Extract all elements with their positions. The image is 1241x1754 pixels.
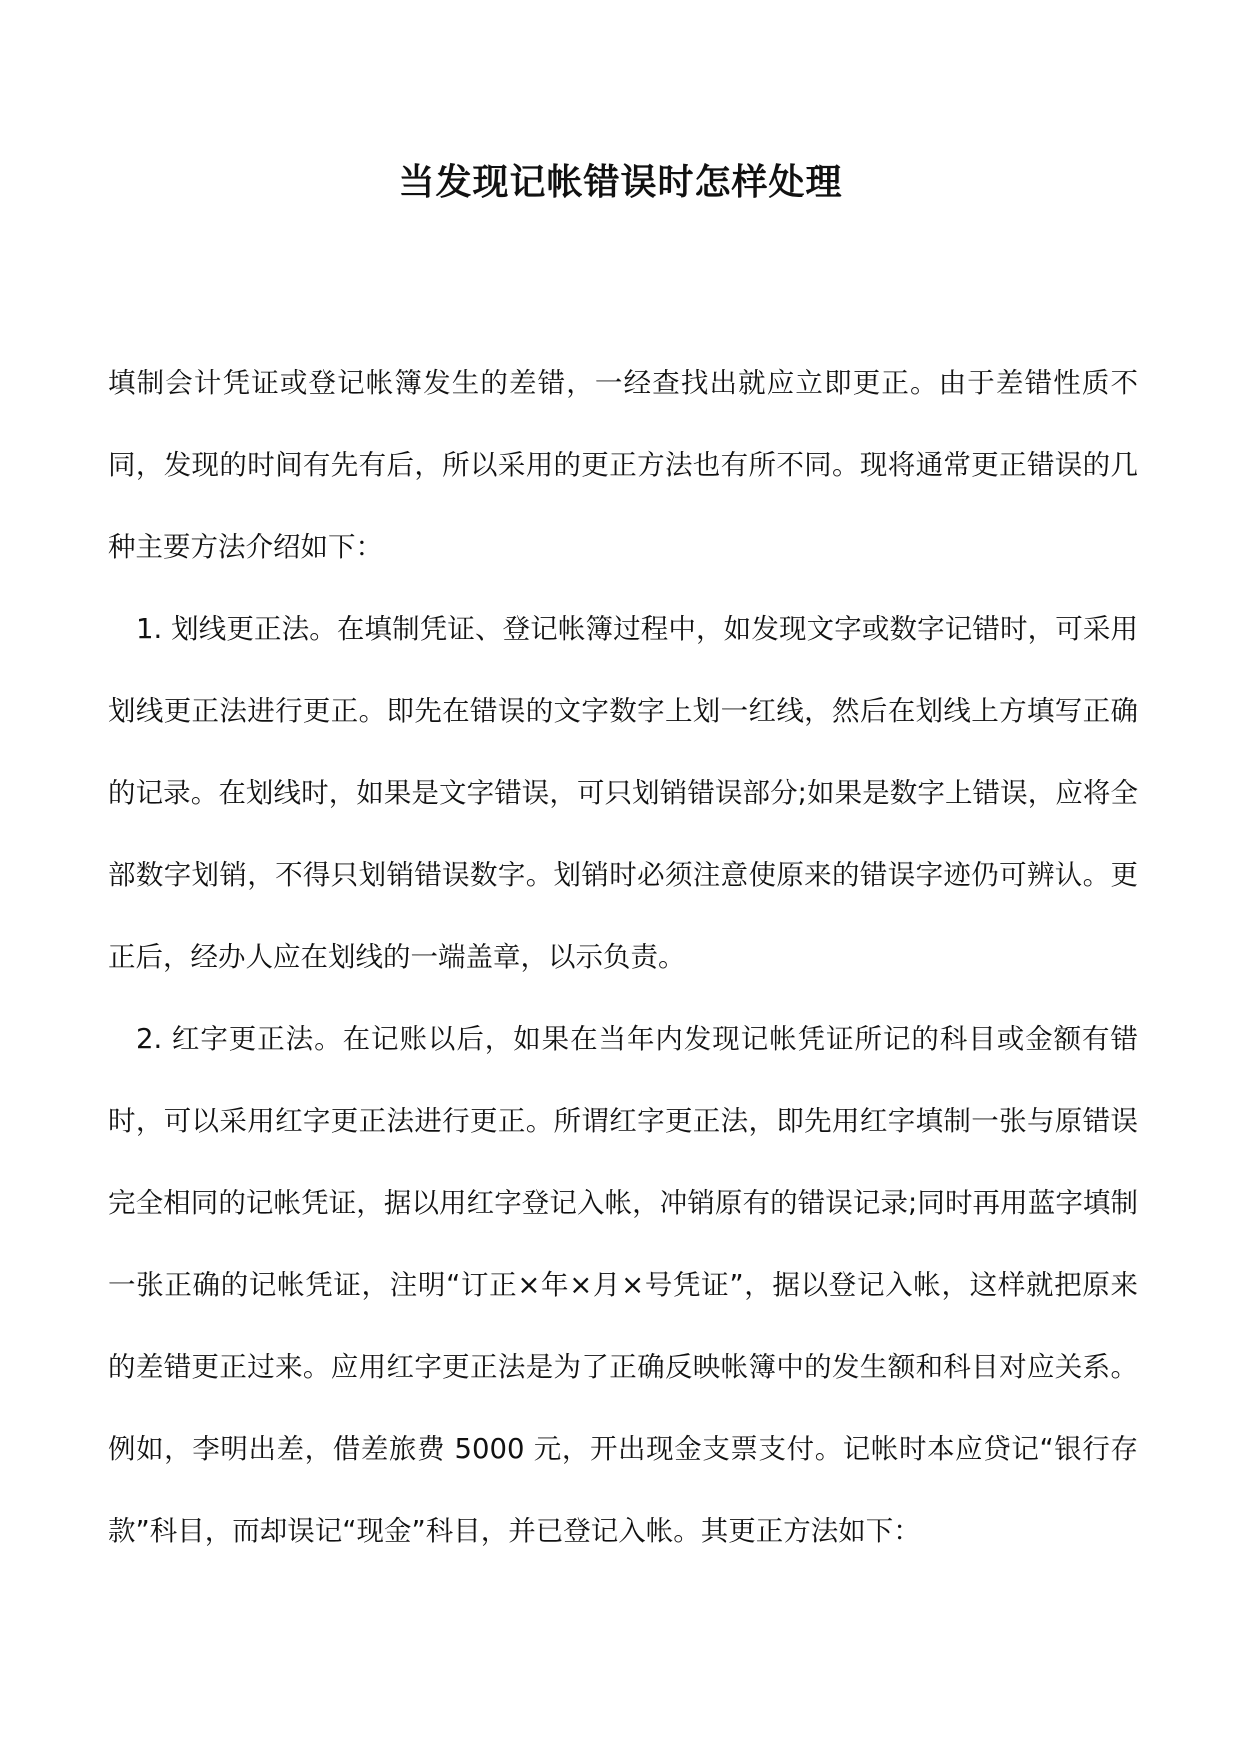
document-title: 当发现记帐错误时怎样处理 xyxy=(398,162,843,203)
method-1-paragraph: 1. 划线更正法。在填制凭证、登记帐簿过程中，如发现文字或数字记错时，可采用划线更正法进行更正。即先在错误的文字数字上划一红线，然后在划线上方填写正确的记录。在划线时，如果是文字错误，可只划销错误部分;如果是数字上错误，应将全部数字划销，不得只划销错误数字。划销时必须注意使原来的错误字迹仍可辨认。更正后，经办人应在划线的一端盖章，以示负责。 xyxy=(108,613,1138,973)
method-2-paragraph: 2. 红字更正法。在记账以后，如果在当年内发现记帐凭证所记的科目或金额有错时，可以采用红字更正法进行更正。所谓红字更正法，即先用红字填制一张与原错误完全相同的记帐凭证，据以用红字登记入帐，冲销原有的错误记录;同时再用蓝字填制一张正确的记帐凭证，注明“订正×年×月×号凭证”，据以登记入帐，这样就把原来的差错更正过来。应用红字更正法是为了正确反映帐簿中的发生额和科目对应关系。例如，李明出差，借差旅费 5000 元，开出现金支票支付。记帐时本应贷记“银行存款”科目，而却误记“现金”科目，并已登记入帐。其更正方法如下： xyxy=(108,1023,1138,1547)
intro-paragraph: 填制会计凭证或登记帐簿发生的差错，一经查找出就应立即更正。由于差错性质不同，发现的时间有先有后，所以采用的更正方法也有所不同。现将通常更正错误的几种主要方法介绍如下： xyxy=(108,367,1138,563)
document-body xyxy=(108,342,1138,1572)
